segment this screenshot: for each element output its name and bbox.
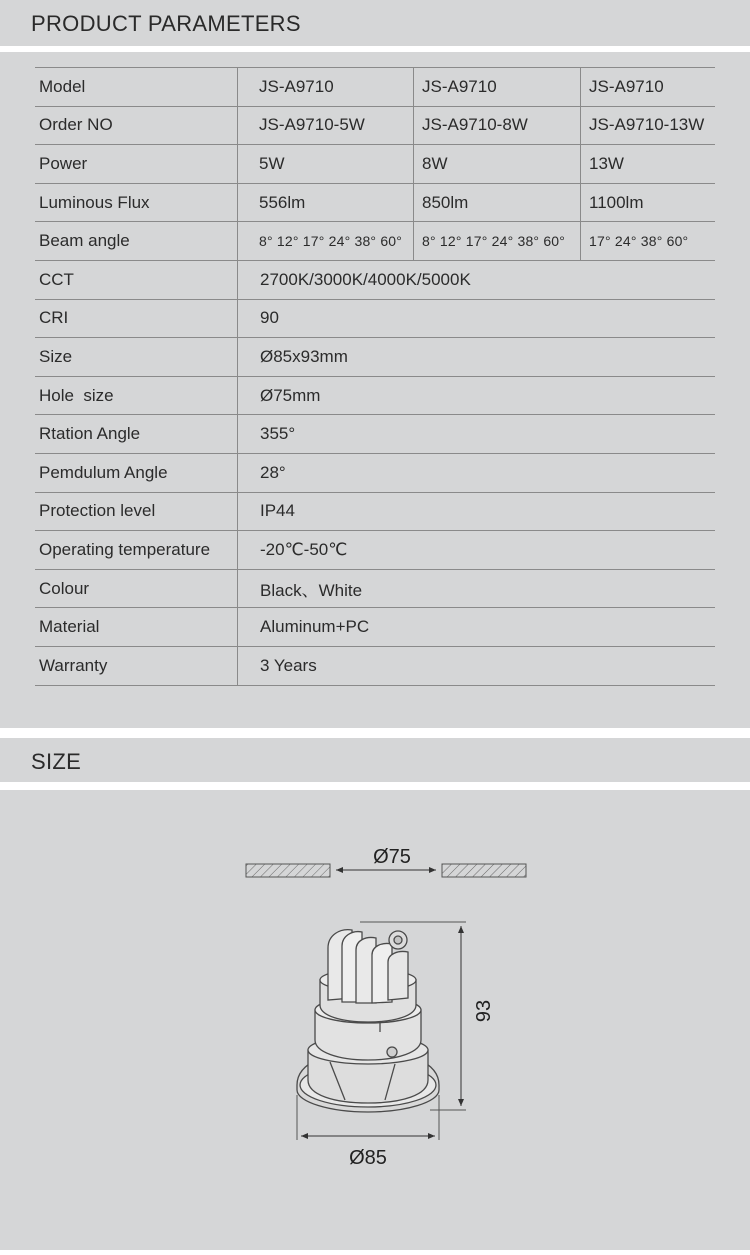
row-value: 8° 12° 17° 24° 38° 60°: [414, 222, 581, 261]
parameters-header: [0, 0, 750, 46]
row-value: 28°: [238, 453, 716, 492]
row-label: Pemdulum Angle: [35, 453, 238, 492]
row-value: Black、White: [238, 569, 716, 608]
parameters-table: [35, 67, 715, 686]
row-value: JS-A9710-5W: [238, 106, 414, 145]
size-title: SIZE: [31, 749, 82, 774]
table-row: [35, 646, 715, 685]
row-value: 850lm: [414, 183, 581, 222]
row-value: JS-A9710: [238, 68, 414, 107]
row-label: CCT: [35, 260, 238, 299]
row-value: 8° 12° 17° 24° 38° 60°: [238, 222, 414, 261]
row-label: Operating temperature: [35, 531, 238, 570]
row-label: Protection level: [35, 492, 238, 531]
row-value: 556lm: [238, 183, 414, 222]
table-row: [35, 68, 715, 107]
downlight-product-image: [297, 930, 439, 1112]
row-value: Ø85x93mm: [238, 338, 716, 377]
row-label: Warranty: [35, 646, 238, 685]
row-value: JS-A9710: [414, 68, 581, 107]
row-label: Luminous Flux: [35, 183, 238, 222]
row-label: Colour: [35, 569, 238, 608]
table-row: [35, 376, 715, 415]
table-row: [35, 299, 715, 338]
row-label: Hole size: [35, 376, 238, 415]
size-panel: [0, 790, 750, 1250]
row-value: 2700K/3000K/4000K/5000K: [238, 260, 716, 299]
row-value: 5W: [238, 145, 414, 184]
table-row: [35, 569, 715, 608]
ceiling-right-hatch: [442, 864, 526, 877]
row-value: -20℃-50℃: [238, 531, 716, 570]
table-row: [35, 222, 715, 261]
row-value: Aluminum+PC: [238, 608, 716, 647]
row-value: Ø75mm: [238, 376, 716, 415]
dimension-drawing: [0, 790, 750, 1250]
row-value: 1100lm: [581, 183, 716, 222]
table-row: [35, 106, 715, 145]
width-dimension-label: Ø85: [349, 1147, 387, 1169]
row-value: 3 Years: [238, 646, 716, 685]
table-row: [35, 415, 715, 454]
row-value: JS-A9710: [581, 68, 716, 107]
table-row: [35, 338, 715, 377]
row-label: Power: [35, 145, 238, 184]
table-row: [35, 531, 715, 570]
row-label: CRI: [35, 299, 238, 338]
row-label: Beam angle: [35, 222, 238, 261]
row-label: Size: [35, 338, 238, 377]
row-value: JS-A9710-13W: [581, 106, 716, 145]
row-label: Material: [35, 608, 238, 647]
row-value: 90: [238, 299, 716, 338]
hole-dimension-label: Ø75: [373, 846, 411, 868]
row-value: 17° 24° 38° 60°: [581, 222, 716, 261]
row-value: 13W: [581, 145, 716, 184]
table-row: [35, 492, 715, 531]
parameters-title: PRODUCT PARAMETERS: [31, 11, 301, 36]
row-value: JS-A9710-8W: [414, 106, 581, 145]
ceiling-left-hatch: [246, 864, 330, 877]
table-row: [35, 260, 715, 299]
table-row: [35, 145, 715, 184]
row-value: 355°: [238, 415, 716, 454]
height-dimension-label: 93: [473, 999, 495, 1023]
row-label: Model: [35, 68, 238, 107]
row-label: Rtation Angle: [35, 415, 238, 454]
row-value: IP44: [238, 492, 716, 531]
table-row: [35, 453, 715, 492]
table-row: [35, 183, 715, 222]
size-header: [0, 738, 750, 782]
row-value: 8W: [414, 145, 581, 184]
table-row: [35, 608, 715, 647]
row-label: Order NO: [35, 106, 238, 145]
